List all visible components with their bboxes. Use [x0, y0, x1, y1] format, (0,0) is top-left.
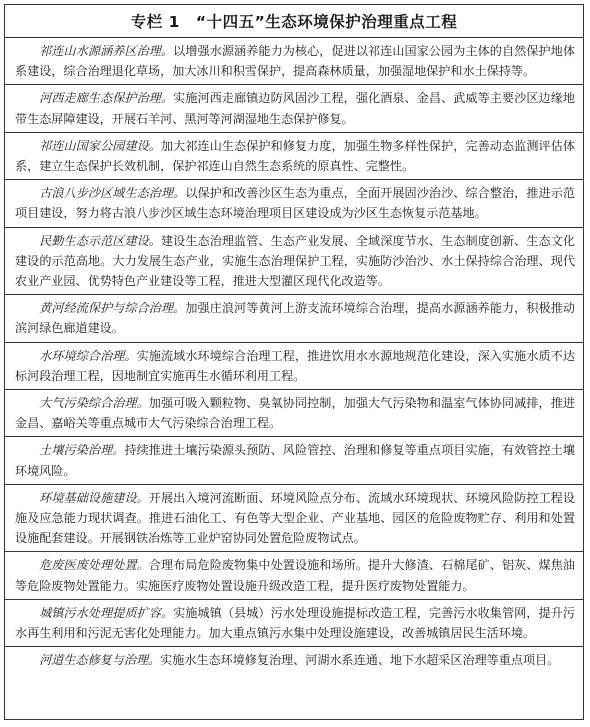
section-text: 以保护和改善沙区生态为重点，全面开展固沙治沙、综合整治，推进示范项目建设，努力将古浪八步沙区域生态环境治理项目区建设成为沙区生态恢复示范基地。	[15, 186, 575, 221]
section-title: 土壤污染治理。	[39, 443, 125, 458]
section-title: 城镇污水处理提质扩容。	[39, 605, 174, 620]
section-text: 开展出入境河流断面、环境风险点分布、流域水环境现状、环境风险防控工程设施及应急能力现状调查。推进石油化工、有色等大型企业、产业基地、园区的危险废物贮存、利用和处置设施配套建设。开展钢铁冶炼等工业炉窑协同处置危险废物试点。	[15, 490, 575, 546]
section-gulang	[5, 180, 583, 227]
section-sewage	[5, 600, 583, 647]
section-qilian-water	[5, 38, 583, 85]
section-text: 实施河西走廊镇边防风固沙工程，强化酒泉、金昌、武威等主要沙区边缘地带生态屏障建设，开展石羊河、黑河等河湖湿地生态保护修复。	[15, 91, 575, 126]
section-text: 实施流域水环境综合治理工程，推进饮用水水源地规范化建设，深入实施水质不达标河段治理工程，因地制宜实施再生水循环利用工程。	[15, 348, 575, 383]
section-soil-pollution	[5, 437, 583, 484]
section-text: 建设生态治理监管、生态产业发展、全域深度节水、生态制度创新、生态文化建设的示范高地。大力发展生态产业，实施生态治理保护工程，实施防沙治沙、水土保持综合治理、现代农业产业园、优势特色产业建设等工程，推进大型灌区现代化改造等。	[15, 233, 575, 289]
section-text: 加强可吸入颗粒物、臭氧协同控制，加强大气污染物和温室气体协同减排，推进金昌、嘉峪关等重点城市大气污染综合治理工程。	[15, 396, 575, 431]
section-text: 实施水生态环境修复治理、河湖水系连通、地下水超采区治理等重点项目。	[160, 653, 560, 668]
section-env-infra	[5, 485, 583, 553]
section-hazardous-waste	[5, 552, 583, 599]
section-water-env	[5, 343, 583, 390]
box-header	[5, 5, 583, 38]
section-title: 河道生态修复与治理。	[39, 653, 161, 668]
section-text: 以增强水源涵养能力为核心，促进以祁连山国家公园为主体的自然保护地体系建设，综合治理退化草场，加大冰川和积雪保护，提高森林质量，加强湿地保护和水土保持等。	[15, 44, 575, 79]
section-air-pollution	[5, 390, 583, 437]
feature-box	[4, 4, 584, 720]
section-title: 危废医废处理处置。	[39, 558, 149, 573]
column-label: 专栏 1	[130, 13, 180, 31]
section-title: 黄河经流保护与综合治理。	[39, 301, 186, 316]
section-title: 祁连山国家公园建设。	[39, 138, 161, 153]
section-qilian-park	[5, 133, 583, 180]
section-text: 加强庄浪河等黄河上游支流环境综合治理，提高水源涵养能力，积极推动滨河绿色廊道建设。	[15, 301, 575, 336]
box-title: “十四五”生态环境保护治理重点工程	[195, 13, 458, 31]
section-title: 水环境综合治理。	[39, 348, 137, 363]
section-minqin	[5, 228, 583, 296]
section-text: 合理布局危险废物集中处置设施和场所。提升大修渣、石棉尾矿、铝灰、煤焦油等危险废物处置能力。实施医疗废物处置设施升级改造工程，提升医疗废物处置能力。	[15, 558, 575, 593]
section-title: 民勤生态示范区建设。	[39, 233, 161, 248]
section-hexi-corridor	[5, 85, 583, 132]
section-text: 持续推进土壤污染源头预防、风险管控、治理和修复等重点项目实施，有效管控土壤环境风险。	[15, 443, 575, 478]
section-text: 加大祁连山生态保护和修复力度，加强生物多样性保护，完善动态监测评估体系，建立生态保护长效机制，保护祁连山自然生态系统的原真性、完整性。	[15, 138, 575, 174]
section-title: 祁连山水源涵养区治理。	[39, 44, 174, 58]
section-text: 实施城镇（县城）污水处理设施提标改造工程，完善污水收集管网，提升污水再生利用和污泥无害化处理能力。加大重点镇污水集中处理设施建设，改善城镇居民生活环境。	[15, 605, 575, 641]
section-river-restoration	[5, 647, 583, 673]
section-title: 环境基础设施建设。	[39, 490, 149, 505]
section-title: 河西走廊生态保护治理。	[39, 91, 174, 106]
section-title: 大气污染综合治理。	[39, 396, 149, 411]
section-yellow-river	[5, 295, 583, 342]
section-title: 古浪八步沙区域生态治理。	[39, 186, 186, 201]
